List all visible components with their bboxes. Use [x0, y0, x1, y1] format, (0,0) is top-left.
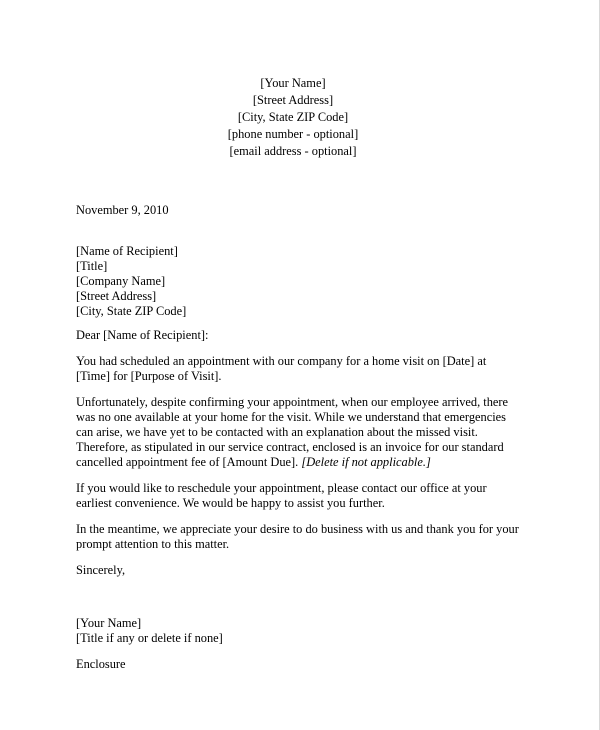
paragraph-line: was no one available at your home for the visit. While we understand that emergencies: [76, 410, 506, 424]
paragraph-line: [76, 455, 431, 470]
paragraph-line: Unfortunately, despite confirming your appointment, when our employee arrived, there: [76, 395, 509, 409]
sender-phone: [phone number - optional]: [227, 127, 359, 141]
sender-street: [Street Address]: [252, 93, 334, 107]
paragraph-line: [Time] for [Purpose of Visit].: [76, 369, 222, 383]
recipient-name: [Name of Recipient]: [76, 244, 178, 258]
enclosure-label: Enclosure: [76, 657, 126, 671]
recipient-company: [Company Name]: [76, 274, 166, 288]
closing: Sincerely,: [76, 563, 126, 577]
letter-date: November 9, 2010: [76, 203, 169, 217]
sender-email: [email address - optional]: [229, 144, 357, 158]
paragraph-line: earliest convenience. We would be happy to assist you further.: [76, 496, 385, 510]
paragraph-line: can arise, we have yet to be contacted with an explanation about the missed visit.: [76, 425, 478, 439]
signature-title: [Title if any or delete if none]: [76, 631, 223, 645]
sender-city-state-zip: [City, State ZIP Code]: [237, 110, 349, 124]
paragraph-line: If you would like to reschedule your appointment, please contact our office at your: [76, 481, 487, 495]
sender-name: [Your Name]: [260, 76, 326, 90]
signature-name: [Your Name]: [76, 616, 142, 630]
recipient-city-state-zip: [City, State ZIP Code]: [76, 304, 187, 318]
paragraph-fee-text: cancelled appointment fee of [Amount Due].: [76, 455, 299, 469]
paragraph-line: Therefore, as stipulated in our service contract, enclosed is an invoice for our standard: [76, 440, 504, 454]
recipient-title: [Title]: [76, 259, 108, 273]
paragraph-line: prompt attention to this matter.: [76, 537, 230, 551]
paragraph-line: In the meantime, we appreciate your desire to do business with us and thank you for your: [76, 522, 519, 536]
delete-note: [Delete if not applicable.]: [301, 455, 431, 469]
recipient-street: [Street Address]: [76, 289, 157, 303]
salutation: Dear [Name of Recipient]:: [76, 328, 209, 342]
paragraph-line: You had scheduled an appointment with our company for a home visit on [Date] at: [76, 354, 487, 368]
